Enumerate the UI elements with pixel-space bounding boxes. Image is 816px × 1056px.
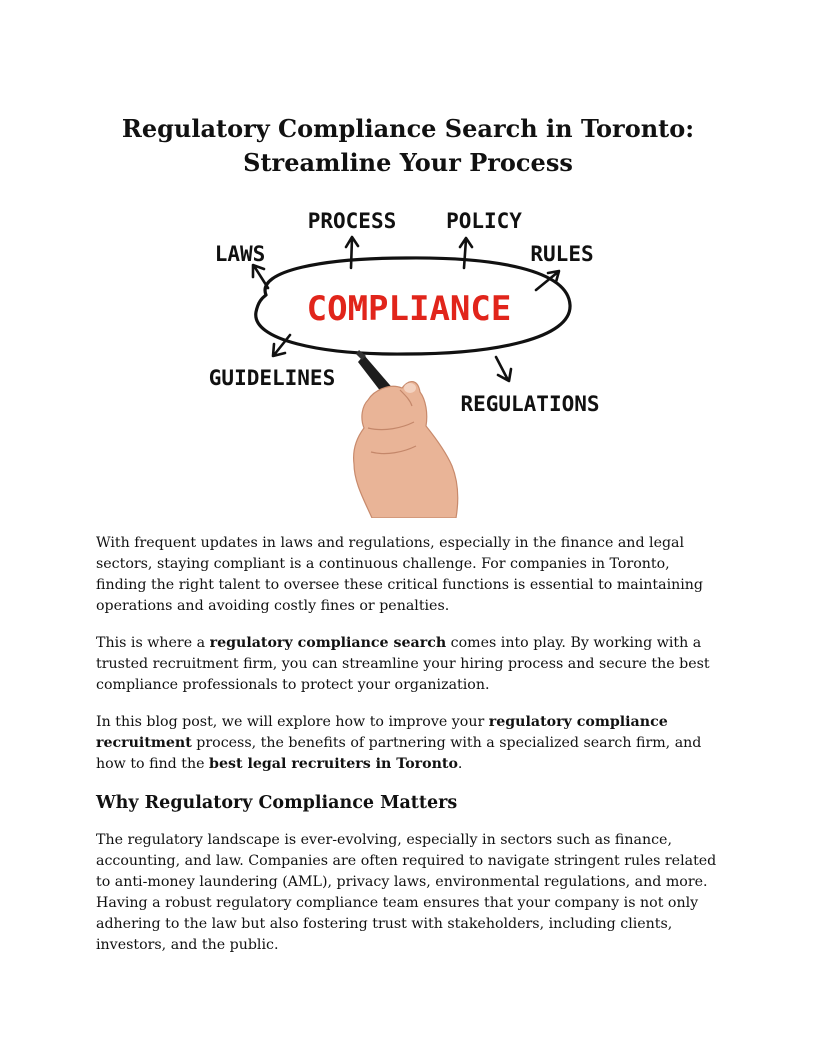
bold-phrase: regulatory compliance search: [209, 635, 447, 651]
bold-phrase: regulatory compliance recruitment: [96, 714, 668, 751]
label-guidelines: GUIDELINES: [208, 366, 336, 390]
label-process: PROCESS: [307, 209, 397, 233]
text-span: process, the benefits of partnering with a specialized search firm, and how to find the: [96, 735, 702, 772]
title-line-2: Streamline Your Process: [243, 148, 573, 177]
arrow-policy: [460, 238, 472, 268]
page-title: [60, 112, 756, 180]
bold-phrase: best legal recruiters in Toronto: [209, 756, 458, 772]
paragraph-intro: With frequent updates in laws and regulations, especially in the finance and legal sectors, staying compliant is a continuous challenge. For companies in Toronto, finding the right talent to oversee these critical functions is essential to maintaining operations and avoiding costly fines or penalties.: [96, 535, 704, 614]
paragraph-section-body: The regulatory landscape is ever-evolving, especially in sectors such as finance, accounting, and law. Companies are often required to navigate stringent rules related to anti-money laundering (AML), privacy laws, environmental regulations, and more. Having a robust regulatory compliance team ensures that your company is not only adhering to the law but also fostering trust with stakeholders, including clients, investors, and the public.: [96, 832, 717, 953]
hand-with-marker: [354, 350, 458, 518]
label-regulations: REGULATIONS: [460, 392, 600, 416]
compliance-illustration: [196, 200, 620, 518]
arrow-process: [346, 237, 358, 268]
text-span: In this blog post, we will explore how to improve your: [96, 714, 489, 730]
paragraph-overview: [96, 712, 722, 775]
label-policy: POLICY: [446, 209, 522, 233]
text-span: comes into play. By working with a trusted recruitment firm, you can streamline your hiring process and secure the best compliance professionals to protect your organization.: [96, 635, 710, 693]
paragraph-search: [96, 633, 722, 696]
section-heading: Why Regulatory Compliance Matters: [96, 793, 458, 813]
title-line-1: Regulatory Compliance Search in Toronto:: [121, 114, 695, 143]
article-body: [96, 533, 722, 972]
label-rules: RULES: [530, 242, 594, 266]
text-span: This is where a: [96, 635, 210, 651]
compliance-diagram: [196, 200, 620, 518]
arrow-regulations: [496, 357, 511, 381]
text-span: .: [457, 756, 463, 772]
label-laws: LAWS: [214, 242, 266, 266]
arrow-laws: [253, 265, 268, 288]
label-compliance: COMPLIANCE: [306, 289, 512, 329]
